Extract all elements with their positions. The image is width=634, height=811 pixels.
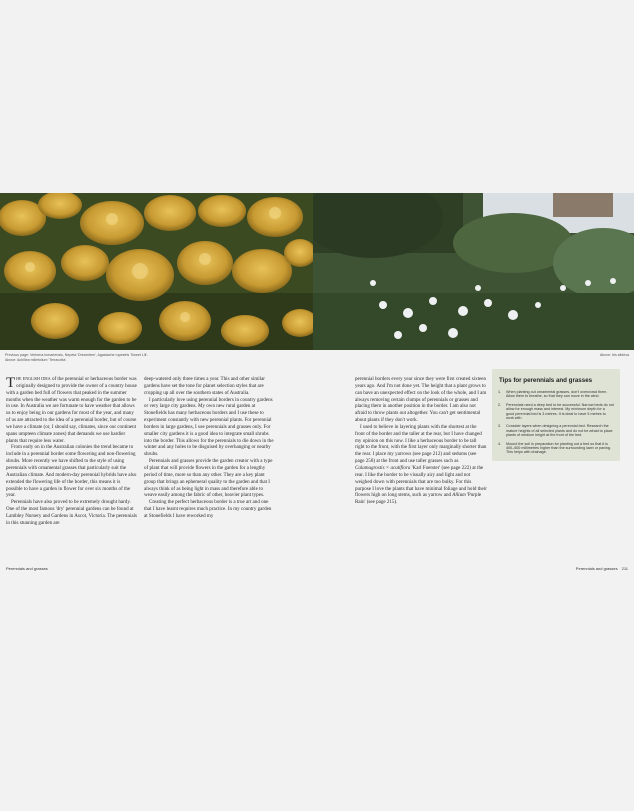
italic-plant-name: Calamagrostis × acutiflora (355, 464, 411, 471)
tips-title: Tips for perennials and grasses (499, 377, 593, 384)
intro-text: of the perennial or herbaceous border was originally designed to provide the owner of a country house with a garden bed full of flowers that peaked in the summer months when the weather was warm enough for the garden to be in use. In Australia we are fortunate to have weather that allows us to enjoy being in our gardens for most of the year, and many of us are attracted to the idea of a perennial border, but of course we have a climate (or, I should say, climates, since our continent spans umpteen climate zones) that demands we use hardier plants that require less water. (6, 376, 137, 444)
body-paragraph: Creating the perfect herbaceous border is a true art and one that I have learnt requires much practice. In my country garden at Stonefields I have reworked my (144, 499, 272, 519)
tip-text: Perennials need a deep bed to be successful. Narrow beds do not allow for enough mass and interest. My minimum depth for a good perennial bed is 3 metres. It is ideal to have 5 metres to work with. (506, 402, 614, 421)
tips-box (492, 369, 620, 461)
tip-number: 3. (498, 424, 502, 429)
body-paragraph: deep-watered only three times a year. This and other similar gardens have set the tone for planet selection styles that are cropping up all over the southern states of Australia. (144, 376, 265, 396)
tip-number: 2. (498, 402, 502, 407)
text-run: 'Purple Rain' (see page 215). (355, 492, 482, 506)
tip-item (498, 442, 614, 455)
footer-section-title: Perennials and grasses (575, 566, 618, 571)
photo-iris (313, 193, 634, 350)
text-column-1 (6, 376, 138, 527)
tip-text: Mound the soil in preparation for planting out a bed so that it is 400–500 millimetres higher than the surrounding lawn or paving. This helps with drainage. (506, 441, 611, 455)
tips-list (498, 390, 614, 455)
italic-plant-name: Allium (452, 492, 466, 499)
drop-cap: T (6, 375, 16, 391)
tip-item (498, 424, 614, 437)
text-run: I used to believe in layering plants with the shortest at the front of the border and the taller at the rear, but I have changed my opinion on this now. I like a herbaceous border to be tall right to the front, with the first layer only marginally shorter than the rear. I place my yarrows (see page 212) and sedums (see page 258) at the front and use taller grasses such as (355, 423, 487, 465)
tip-number: 4. (498, 441, 502, 446)
body-paragraph: Perennials and grasses provide the garden creator with a type of plant that will provide flowers in the garden for a lengthy period of time, more so than any other. They are a key plant group that brings an ephemeral quality to the garden and that I always think of as being light in mass and therefore able to weave easily among the fabric of other, heavier plant types. (144, 458, 273, 499)
text-run: 'Karl Foerster' (see page 222) at the rear. I like the border to be visually airy and light and not weighed down with perennials that are too bulky. For this purpose I love the plants that have minimal foliage and hold their flowers high on long stems, such as yarrow and (355, 464, 487, 499)
photo-caption-left (5, 353, 245, 362)
text-column-3 (355, 376, 487, 506)
body-paragraph: I particularly love using perennial borders in country gardens or very large city gardens. My own new rural garden at Stonefields has many herbaceous borders and I use these to experiment constantly with new perennial plants. For perennial borders in large gardens, I use perennials and grasses only. For smaller city gardens it is a good idea to integrate small shrubs into the border. This allows for the perennials to die down in the winter and any holes to be disguised by overhanging or nearby shrubs. (144, 396, 274, 458)
running-footer-right (576, 566, 628, 571)
intro-paragraph (6, 376, 138, 444)
caption-line-previous: Previous page: Verbena bonariensis, Nepeta 'Dreamtree', Agastache rupestris 'Sweet Lili'. (5, 353, 148, 357)
tip-item (498, 403, 614, 421)
body-paragraph: From early on in the Australian colonies the trend became to include in a perennial border some flowering and non-flowering shrubs. More recently we have shifted to the style of using perennials with ornamental grasses that particularly suit the Australian climate. And modern-day perennial hybrids have also extended the flowering life of the border, this means it is possible to have a garden in flower for over six months of the year. (6, 444, 137, 499)
achillea-image (0, 193, 313, 350)
running-footer-left: Perennials and grasses (6, 566, 48, 571)
iris-image (313, 193, 634, 350)
tip-item (498, 390, 614, 399)
tip-text: Consider layers when designing a perennial bed. Research the mature heights of all selected plants and do not be afraid to place plants of medium height at the front of the bed. (506, 424, 613, 438)
page-number: 211 (621, 566, 628, 571)
text-column-2 (144, 376, 276, 520)
photo-achillea (0, 193, 313, 350)
body-paragraph: Perennials have also proved to be extremely drought hardy. One of the most famous 'dry' perennial gardens can be found at Lambley Nursery and Gardens in Ascot, Victoria. The perennials in this stunning garden are (6, 499, 137, 526)
body-paragraph: perennial borders every year since they were first created sixteen years ago. And I'm not done yet. The height that a plant grows to can have an unexpected effect on the look of the whole, and I am always removing certain clumps of perennials or grasses and placing them in another position in the border. I am also not afraid to throw plants out altogether. You can't get sentimental about plants if they don't work. (355, 376, 487, 424)
tip-number: 1. (498, 390, 502, 394)
caption-line-above: Above: Achillea millefolium 'Terracotta'. (5, 357, 67, 362)
body-paragraph (355, 424, 487, 506)
lead-in-text: he english idea (16, 376, 51, 382)
tip-text: When planting out ornamental grasses, don't overcrowd them. Allow them to breathe, so that they can move in the wind. (506, 390, 608, 399)
photo-caption-right: Above: Iris sibirica (599, 353, 629, 357)
